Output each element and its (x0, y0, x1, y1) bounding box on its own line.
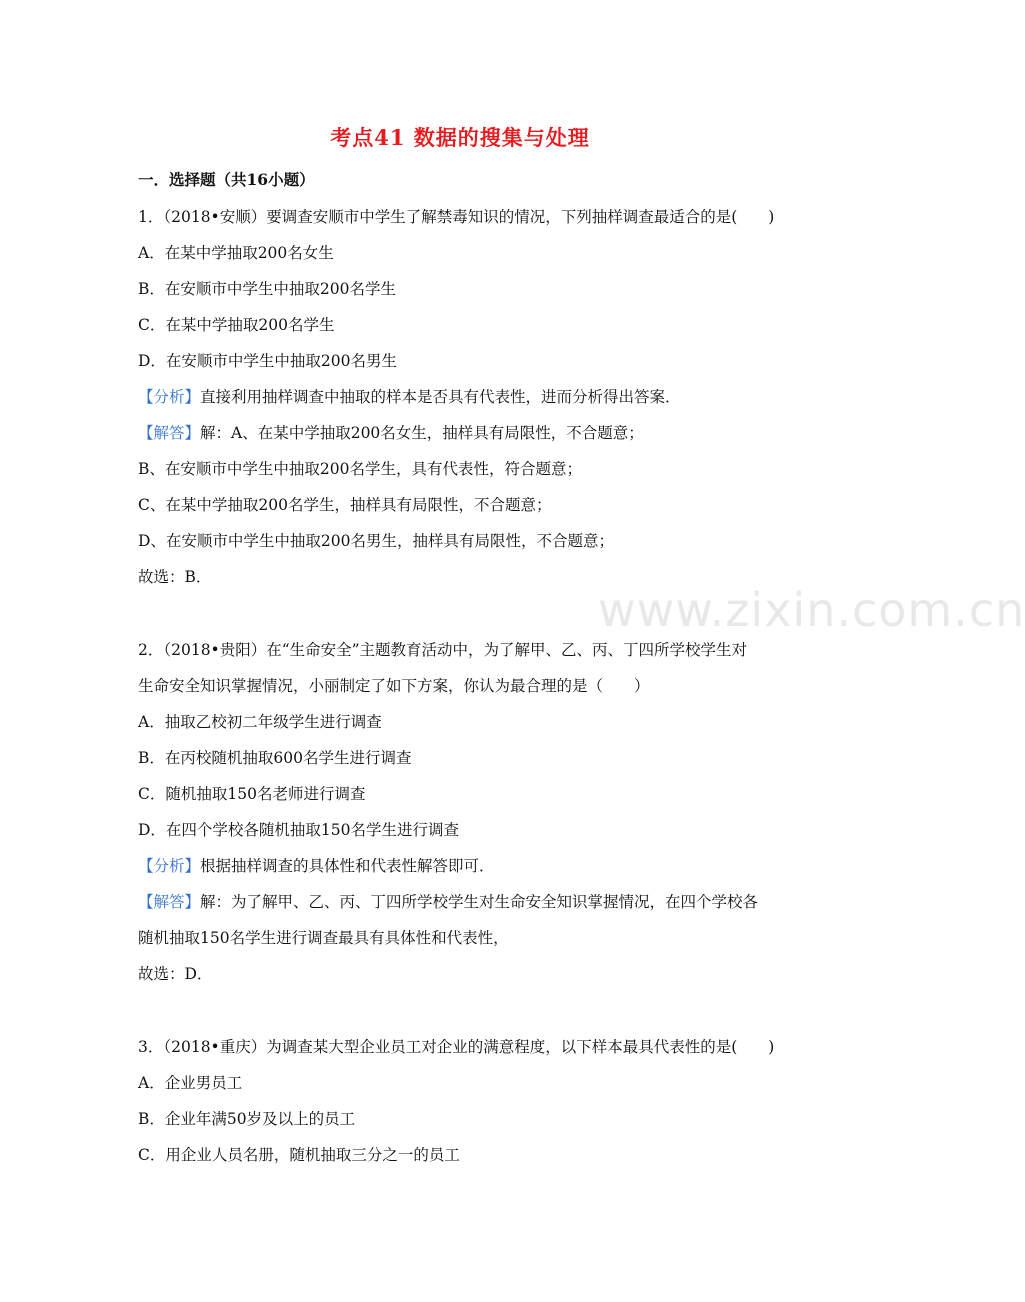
q2-answer-line-2: 随机抽取150名学生进行调查最具有具体性和代表性， (138, 929, 509, 947)
q1-choice: 故选：B． (138, 568, 212, 586)
q1-answer (138, 421, 644, 443)
q2-option-d: D．在四个学校各随机抽取150名学生进行调查 (138, 821, 460, 839)
q3-option-c: C．用企业人员名册，随机抽取三分之一的员工 (138, 1146, 460, 1164)
q2-option-b: B．在丙校随机抽取600名学生进行调查 (138, 749, 412, 767)
q3-option-b: B．企业年满50岁及以上的员工 (138, 1110, 356, 1128)
q1-option-d: D．在安顺市中学生中抽取200名男生 (138, 352, 398, 370)
q3-option-a: A．企业男员工 (138, 1074, 243, 1092)
analysis-tag: 【分析】 (138, 857, 201, 875)
q2-answer (138, 890, 758, 912)
q1-option-c: C．在某中学抽取200名学生 (138, 316, 335, 334)
page-title: 考点41 数据的搜集与处理 (330, 125, 590, 150)
q1-answer-line-b: B、在安顺市中学生中抽取200名学生，具有代表性，符合题意； (138, 460, 582, 478)
q2-analysis (138, 854, 495, 876)
answer-text: 解：为了解甲、乙、丙、丁四所学校学生对生命安全知识掌握情况，在四个学校各 (200, 893, 759, 911)
watermark: www.zixin.com.cn (598, 583, 1025, 637)
answer-tag: 【解答】 (138, 424, 201, 442)
q2-stem-line-1: 2．（2018•贵阳）在“生命安全”主题教育活动中，为了解甲、乙、丙、丁四所学校学生对 (138, 641, 748, 659)
analysis-text: 直接利用抽样调查中抽取的样本是否具有代表性，进而分析得出答案． (200, 388, 681, 406)
answer-tag: 【解答】 (138, 893, 201, 911)
section-heading: 一．选择题（共16小题） (138, 170, 315, 189)
q2-stem-line-2: 生命安全知识掌握情况，小丽制定了如下方案，你认为最合理的是（ ） (138, 677, 650, 695)
q1-answer-line-d: D、在安顺市中学生中抽取200名男生，抽样具有局限性，不合题意； (138, 532, 615, 550)
analysis-text: 根据抽样调查的具体性和代表性解答即可． (200, 857, 495, 875)
q1-stem: 1．（2018•安顺）要调查安顺市中学生了解禁毒知识的情况，下列抽样调查最适合的是( ) (138, 208, 775, 226)
q2-option-a: A．抽取乙校初二年级学生进行调查 (138, 713, 382, 731)
answer-text: 解：A、在某中学抽取200名女生，抽样具有局限性，不合题意； (200, 424, 644, 442)
q1-option-a: A．在某中学抽取200名女生 (138, 244, 334, 262)
q1-analysis (138, 385, 681, 407)
q2-option-c: C．随机抽取150名老师进行调查 (138, 785, 366, 803)
q1-option-b: B．在安顺市中学生中抽取200名学生 (138, 280, 396, 298)
q3-stem: 3．（2018•重庆）为调查某大型企业员工对企业的满意程度，以下样本最具代表性的是( ) (138, 1038, 775, 1056)
q1-answer-line-c: C、在某中学抽取200名学生，抽样具有局限性，不合题意； (138, 496, 552, 514)
analysis-tag: 【分析】 (138, 388, 201, 406)
q2-choice: 故选：D． (138, 965, 213, 983)
